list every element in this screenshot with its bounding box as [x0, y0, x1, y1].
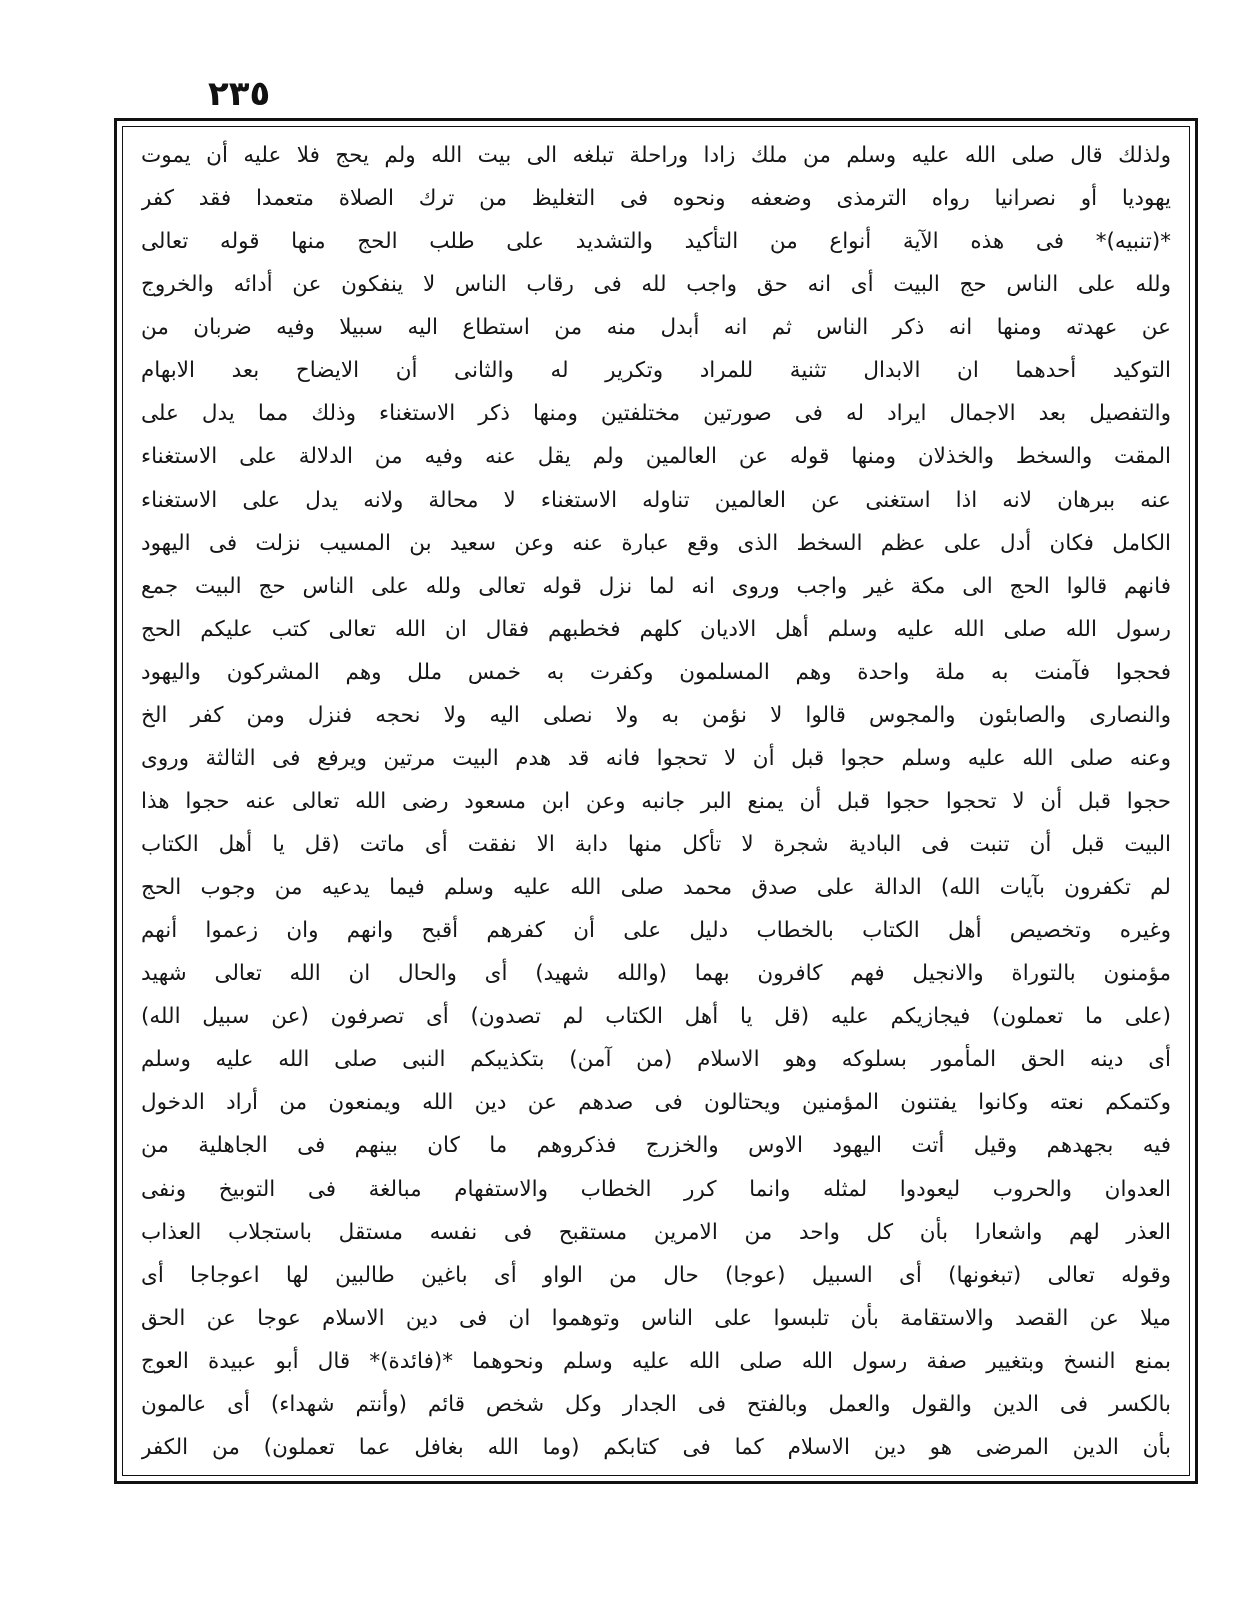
text-line: *(تنبيه)* فى هذه الآية أنواع من التأكيد والتشديد على طلب الحج منها قوله تعالى [141, 229, 1171, 255]
page-border-inner [122, 126, 1190, 1476]
text-line: والتفصيل بعد الاجمال ايراد له فى صورتين مختلفتين ومنها ذكر الاستغناء وذلك مما يدل على [141, 401, 1171, 427]
text-line: حجوا قبل أن لا تحجوا حجوا قبل أن يمنع البر جانبه وعن ابن مسعود رضى الله تعالى عنه حجوا هذا [141, 788, 1171, 814]
text-line: رسول الله صلى الله عليه وسلم أهل الاديان كلهم فخطبهم فقال ان الله تعالى كتب عليكم الحج [141, 616, 1171, 642]
text-line: بالكسر فى الدين والقول والعمل وبالفتح فى الجدار وكل شخص قائم (وأنتم شهداء) أى عالمون [141, 1391, 1171, 1417]
text-line: ولذلك قال صلى الله عليه وسلم من ملك زادا وراحلة تبلغه الى بيت الله ولم يحج فلا عليه أن يموت [141, 143, 1171, 168]
page-number: ٢٣٥ [208, 74, 271, 114]
text-line: وغيره وتخصيص أهل الكتاب بالخطاب دليل على أن كفرهم أقبح وانهم وان زعموا أنهم [141, 918, 1171, 944]
text-line: وكتمكم نعته وكانوا يفتنون المؤمنين ويحتالون فى صدهم عن دين الله ويمنعون من أراد الدخول [141, 1090, 1171, 1116]
text-line: التوكيد أحدهما ان الابدال تثنية للمراد وتكرير له والثانى أن الايضاح بعد الابهام [141, 358, 1171, 384]
text-line: (على ما تعملون) فيجازيكم عليه (قل يا أهل الكتاب لم تصدون) أى تصرفون (عن سبيل الله) [141, 1004, 1171, 1030]
text-line: أى دينه الحق المأمور بسلوكه وهو الاسلام (من آمن) بتكذيبكم النبى صلى الله عليه وسلم [141, 1047, 1171, 1073]
text-line: فانهم قالوا الحج الى مكة غير واجب وروى انه لما نزل قوله تعالى ولله على الناس حج البيت جمع [141, 573, 1171, 599]
text-line: لم تكفرون بآيات الله) الدالة على صدق محمد صلى الله عليه وسلم فيما يدعيه من وجوب الحج [141, 875, 1171, 901]
text-line: ولله على الناس حج البيت أى انه حق واجب لله فى رقاب الناس لا ينفكون عن أدائه والخروج [141, 272, 1171, 298]
text-line: بأن الدين المرضى هو دين الاسلام كما فى كتابكم (وما الله بغافل عما تعملون) من الكفر [141, 1434, 1171, 1460]
text-line: يهوديا أو نصرانيا رواه الترمذى وضعفه ونحوه فى التغليظ من ترك الصلاة متعمدا فقد كفر [141, 186, 1171, 212]
text-line: وعنه صلى الله عليه وسلم حجوا قبل أن لا تحجوا فانه قد هدم البيت مرتين ويرفع فى الثالثة وروى [141, 745, 1171, 771]
text-line: فيه بجهدهم وقيل أتت اليهود الاوس والخزرج فذكروهم ما كان بينهم فى الجاهلية من [141, 1133, 1171, 1159]
text-line: العذر لهم واشعارا بأن كل واحد من الامرين مستقبح فى نفسه مستقل باستجلاب العذاب [141, 1219, 1171, 1245]
text-line: مؤمنون بالتوراة والانجيل فهم كافرون بهما (والله شهيد) أى والحال ان الله تعالى شهيد [141, 961, 1171, 987]
text-line: عن عهدته ومنها انه ذكر الناس ثم انه أبدل منه من استطاع اليه سبيلا وفيه ضربان من [141, 315, 1171, 341]
text-line: عنه ببرهان لانه اذا استغنى عن العالمين تناوله الاستغناء لا محالة ولانه يدل على الاستغناء [141, 487, 1171, 513]
text-line: البيت قبل أن تنبت فى البادية شجرة لا تأكل منها دابة الا نفقت أى ماتت (قل يا أهل الكتاب [141, 832, 1171, 857]
text-line: وقوله تعالى (تبغونها) أى السبيل (عوجا) حال من الواو أى باغين طالبين لها اعوجاجا أى [141, 1262, 1171, 1288]
text-line: والنصارى والصابئون والمجوس قالوا لا نؤمن به ولا نصلى اليه ولا نحجه فنزل ومن كفر الخ [141, 702, 1171, 728]
text-line: ميلا عن القصد والاستقامة بأن تلبسوا على الناس وتوهموا ان فى دين الاسلام عوجا عن الحق [141, 1305, 1171, 1331]
text-line: الكامل فكان أدل على عظم السخط الذى وقع عبارة عنه وعن سعيد بن المسيب نزلت فى اليهود [141, 530, 1171, 556]
text-line: فحجوا فآمنت به ملة واحدة وهم المسلمون وكفرت به خمس ملل وهم المشركون واليهود [141, 659, 1171, 685]
text-line: العدوان والحروب ليعودوا لمثله وانما كرر الخطاب والاستفهام مبالغة فى التوبيخ ونفى [141, 1176, 1171, 1202]
text-line: بمنع النسخ وبتغيير صفة رسول الله صلى الله عليه وسلم ونحوهما *(فائدة)* قال أبو عبيدة العوج [141, 1348, 1171, 1374]
text-line: المقت والسخط والخذلان ومنها قوله عن العالمين ولم يقل عنه وفيه من الدلالة على الاستغناء [141, 444, 1171, 470]
text-body [141, 137, 1171, 1467]
